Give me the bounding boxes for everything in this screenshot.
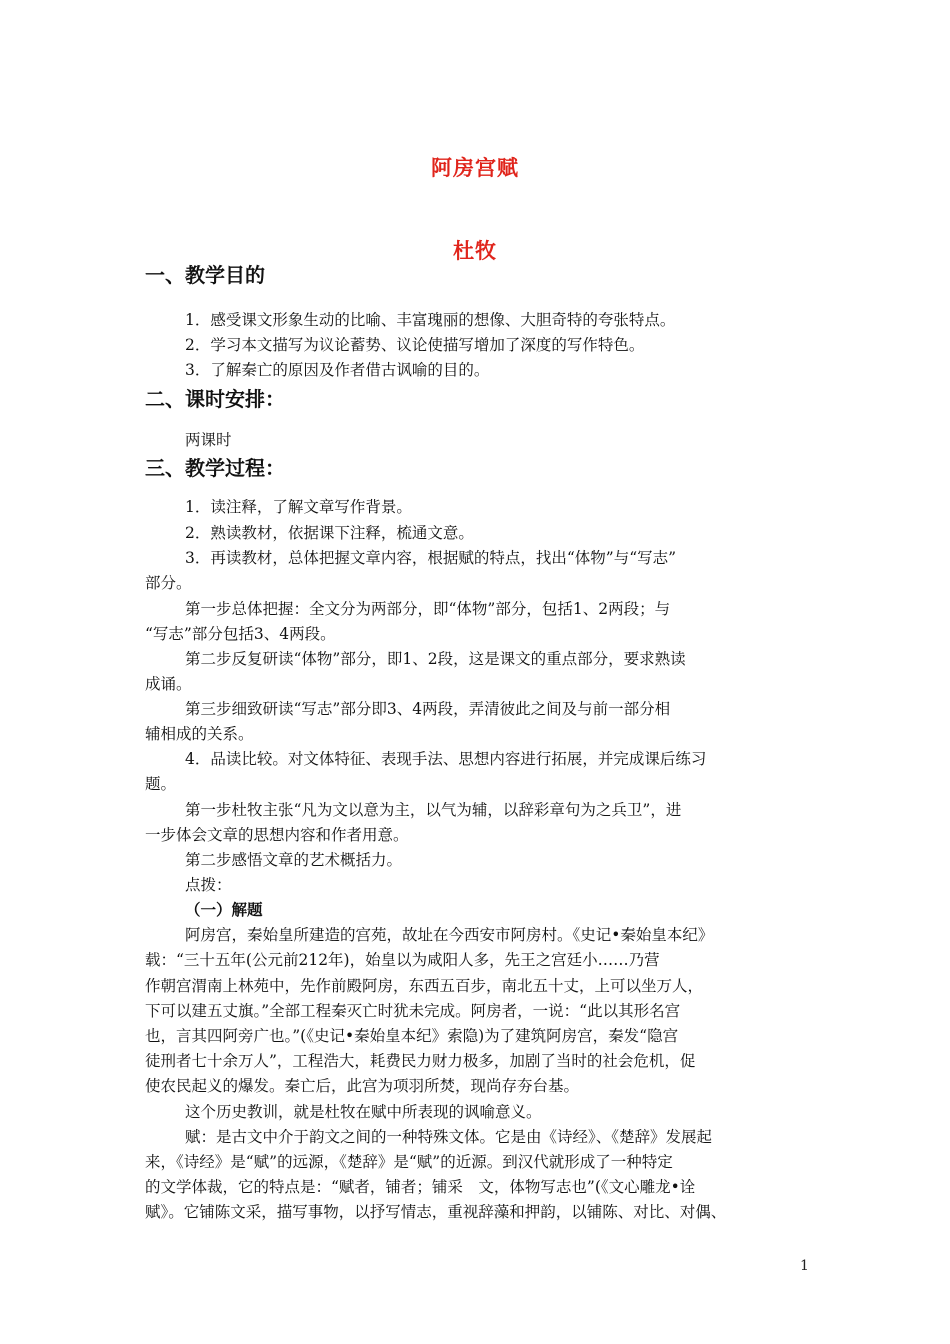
paragraph-line: 徒刑者七十余万人”，工程浩大，耗费民力财力极多，加剧了当时的社会危机，促 <box>145 1052 696 1070</box>
process-line: 部分。 <box>145 574 192 592</box>
process-line: 第二步感悟文章的艺术概括力。 <box>185 851 403 869</box>
process-line: 1．读注释，了解文章写作背景。 <box>185 498 412 516</box>
paragraph-line: 的文学体裁，它的特点是：“赋者，铺者；铺采 文，体物写志也”(《文心雕龙•诠 <box>145 1178 696 1196</box>
subsection-heading: （一）解题 <box>185 901 263 919</box>
paragraph-line: 也，言其四阿旁广也。”(《史记•秦始皇本纪》索隐)为了建筑阿房宫，秦发“隐宫 <box>145 1027 679 1045</box>
paragraph-line: 这个历史教训，就是杜牧在赋中所表现的讽喻意义。 <box>185 1103 542 1121</box>
section-heading-goals: 一、教学目的 <box>145 263 265 287</box>
process-line: 题。 <box>145 775 177 793</box>
process-line: 辅相成的关系。 <box>145 725 254 743</box>
paragraph-line: 作朝宫渭南上林苑中，先作前殿阿房，东西五百步，南北五十丈，上可以坐万人， <box>145 977 704 995</box>
page-number: 1 <box>800 1258 809 1274</box>
process-line: 4．品读比较。对文体特征、表现手法、思想内容进行拓展，并完成课后练习 <box>185 750 707 768</box>
process-line: 第一步杜牧主张“凡为文以意为主，以气为辅，以辞彩章句为之兵卫”，进 <box>185 801 682 819</box>
schedule-text: 两课时 <box>185 431 232 449</box>
paragraph-line: 使农民起义的爆发。秦亡后，此宫为项羽所焚，现尚存夯台基。 <box>145 1077 580 1095</box>
paragraph-line: 来，《诗经》是“赋”的远源，《楚辞》是“赋”的近源。到汉代就形成了一种特定 <box>145 1153 673 1171</box>
document-title: 阿房宫赋 <box>431 156 519 180</box>
process-line: 3．再读教材，总体把握文章内容，根据赋的特点，找出“体物”与“写志” <box>185 549 677 567</box>
paragraph-line: 赋：是古文中介于韵文之间的一种特殊文体。它是由《诗经》、《楚辞》发展起 <box>185 1128 713 1146</box>
author-name: 杜牧 <box>453 239 497 263</box>
paragraph-line: 下可以建五丈旗。”全部工程秦灭亡时犹未完成。阿房者，一说：“此以其形名宫 <box>145 1002 681 1020</box>
paragraph-line: 阿房宫，秦始皇所建造的宫苑，故址在今西安市阿房村。《史记•秦始皇本纪》 <box>185 926 714 944</box>
process-line: 2．熟读教材，依据课下注释，梳通文意。 <box>185 524 474 542</box>
section-heading-schedule: 二、课时安排： <box>145 387 285 411</box>
process-line: 一步体会文章的思想内容和作者用意。 <box>145 826 409 844</box>
paragraph-line: 载：“三十五年(公元前212年)，始皇以为咸阳人多，先王之宫廷小……乃营 <box>145 951 660 969</box>
process-line: “写志”部分包括3、4两段。 <box>145 625 336 643</box>
paragraph-line: 赋》。它铺陈文采，描写事物，以抒写情志，重视辞藻和押韵，以铺陈、对比、对偶、 <box>145 1203 727 1221</box>
goal-item: 3．了解秦亡的原因及作者借古讽喻的目的。 <box>185 361 490 379</box>
process-line: 第一步总体把握：全文分为两部分，即“体物”部分，包括1、2两段；与 <box>185 600 671 618</box>
process-line: 第二步反复研读“体物”部分，即1、2段，这是课文的重点部分，要求熟读 <box>185 650 686 668</box>
section-heading-process: 三、教学过程： <box>145 456 285 480</box>
goal-item: 2．学习本文描写为议论蓄势、议论使描写增加了深度的写作特色。 <box>185 336 645 354</box>
goal-item: 1．感受课文形象生动的比喻、丰富瑰丽的想像、大胆奇特的夸张特点。 <box>185 311 676 329</box>
process-line: 第三步细致研读“写志”部分即3、4两段，弄清彼此之间及与前一部分相 <box>185 700 671 718</box>
process-line: 点拨： <box>185 876 232 894</box>
process-line: 成诵。 <box>145 675 192 693</box>
